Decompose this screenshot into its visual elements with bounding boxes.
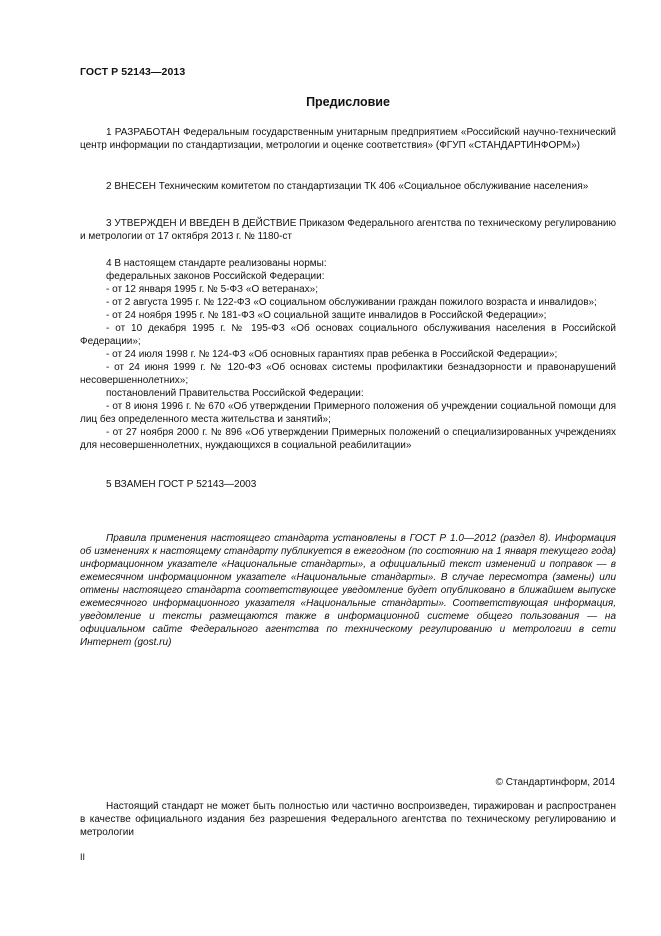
section-5-replaces: 5 ВЗАМЕН ГОСТ Р 52143—2003 — [106, 479, 257, 490]
section-4-norms — [80, 257, 616, 452]
section-3-approved: 3 УТВЕРЖДЕН И ВВЕДЕН В ДЕЙСТВИЕ Приказом Федерального агентства по техническому регулированию и метрологии от 17 октября 2013 г. № 1180-ст — [80, 218, 616, 242]
federal-laws-heading: федеральных законов Российской Федерации: — [106, 271, 325, 282]
page-title: Предисловие — [306, 95, 390, 109]
page-number: II — [80, 852, 86, 862]
decree-list-item: - от 27 ноября 2000 г. № 896 «Об утверждении Примерных положений о специализированных учреждениях для несовершеннолетних, нуждающихся в социальной реабилитации» — [80, 427, 616, 451]
copyright-notice: © Стандартинформ, 2014 — [495, 777, 615, 788]
government-decrees-heading: постановлений Правительства Российской Федерации: — [106, 388, 364, 399]
law-list-item: - от 2 августа 1995 г. № 122-ФЗ «О социальном обслуживании граждан пожилого возраста и инвалидов»; — [106, 297, 597, 308]
law-list-item: - от 24 ноября 1995 г. № 181-ФЗ «О социальной защите инвалидов в Российской Федерации»; — [106, 310, 547, 321]
law-list-item: - от 24 июня 1999 г. № 120-ФЗ «Об основах системы профилактики безнадзорности и правонарушений несовершеннолетних»; — [80, 362, 616, 386]
reproduction-restriction-note: Настоящий стандарт не может быть полностью или частично воспроизведен, тиражирован и распространен в качестве официального издания без разрешения Федерального агентства по техническому регулированию и метрологии — [80, 801, 616, 838]
rules-of-application-note: Правила применения настоящего стандарта установлены в ГОСТ Р 1.0—2012 (раздел 8). Информация об изменениях к настоящему стандарту публикуется в ежегодном (по состоянию на 1 января текущего года) информационном указателе «Национальные стандарты», а официальный текст изменений и поправок — в ежемесячном информационном указателе «Национальные стандарты». В случае пересмотра (замены) или отмены настоящего стандарта соответствующее уведомление будет опубликовано в ближайшем выпуске ежемесячного информационного указателя «Национальные стандарты». Соответствующая информация, уведомление и тексты размещаются также в информационной системе общего пользования — на официальном сайте Федерального агентства по техническому регулированию и метрологии в сети Интернет (gost.ru) — [80, 533, 616, 648]
law-list-item: - от 24 июля 1998 г. № 124-ФЗ «Об основных гарантиях прав ребенка в Российской Федерации»; — [106, 349, 558, 360]
law-list-item: - от 10 декабря 1995 г. № 195-ФЗ «Об основах социального обслуживания населения в Российской Федерации»; — [80, 323, 616, 347]
section-1-developed: 1 РАЗРАБОТАН Федеральным государственным унитарным предприятием «Российский научно-технический центр информации по стандартизации, метрологии и оценке соответствия» (ФГУП «СТАНДАРТИНФОРМ») — [80, 127, 616, 151]
document-id-header: ГОСТ Р 52143—2013 — [80, 66, 186, 78]
section-2-introduced: 2 ВНЕСЕН Техническим комитетом по стандартизации ТК 406 «Социальное обслуживание населения» — [106, 181, 589, 192]
section-4-intro: 4 В настоящем стандарте реализованы нормы: — [106, 258, 327, 269]
decree-list-item: - от 8 июня 1996 г. № 670 «Об утверждении Примерного положения об учреждении социальной помощи для лиц без определенного места жительства и занятий»; — [80, 401, 616, 425]
law-list-item: - от 12 января 1995 г. № 5-ФЗ «О ветеранах»; — [106, 284, 319, 295]
